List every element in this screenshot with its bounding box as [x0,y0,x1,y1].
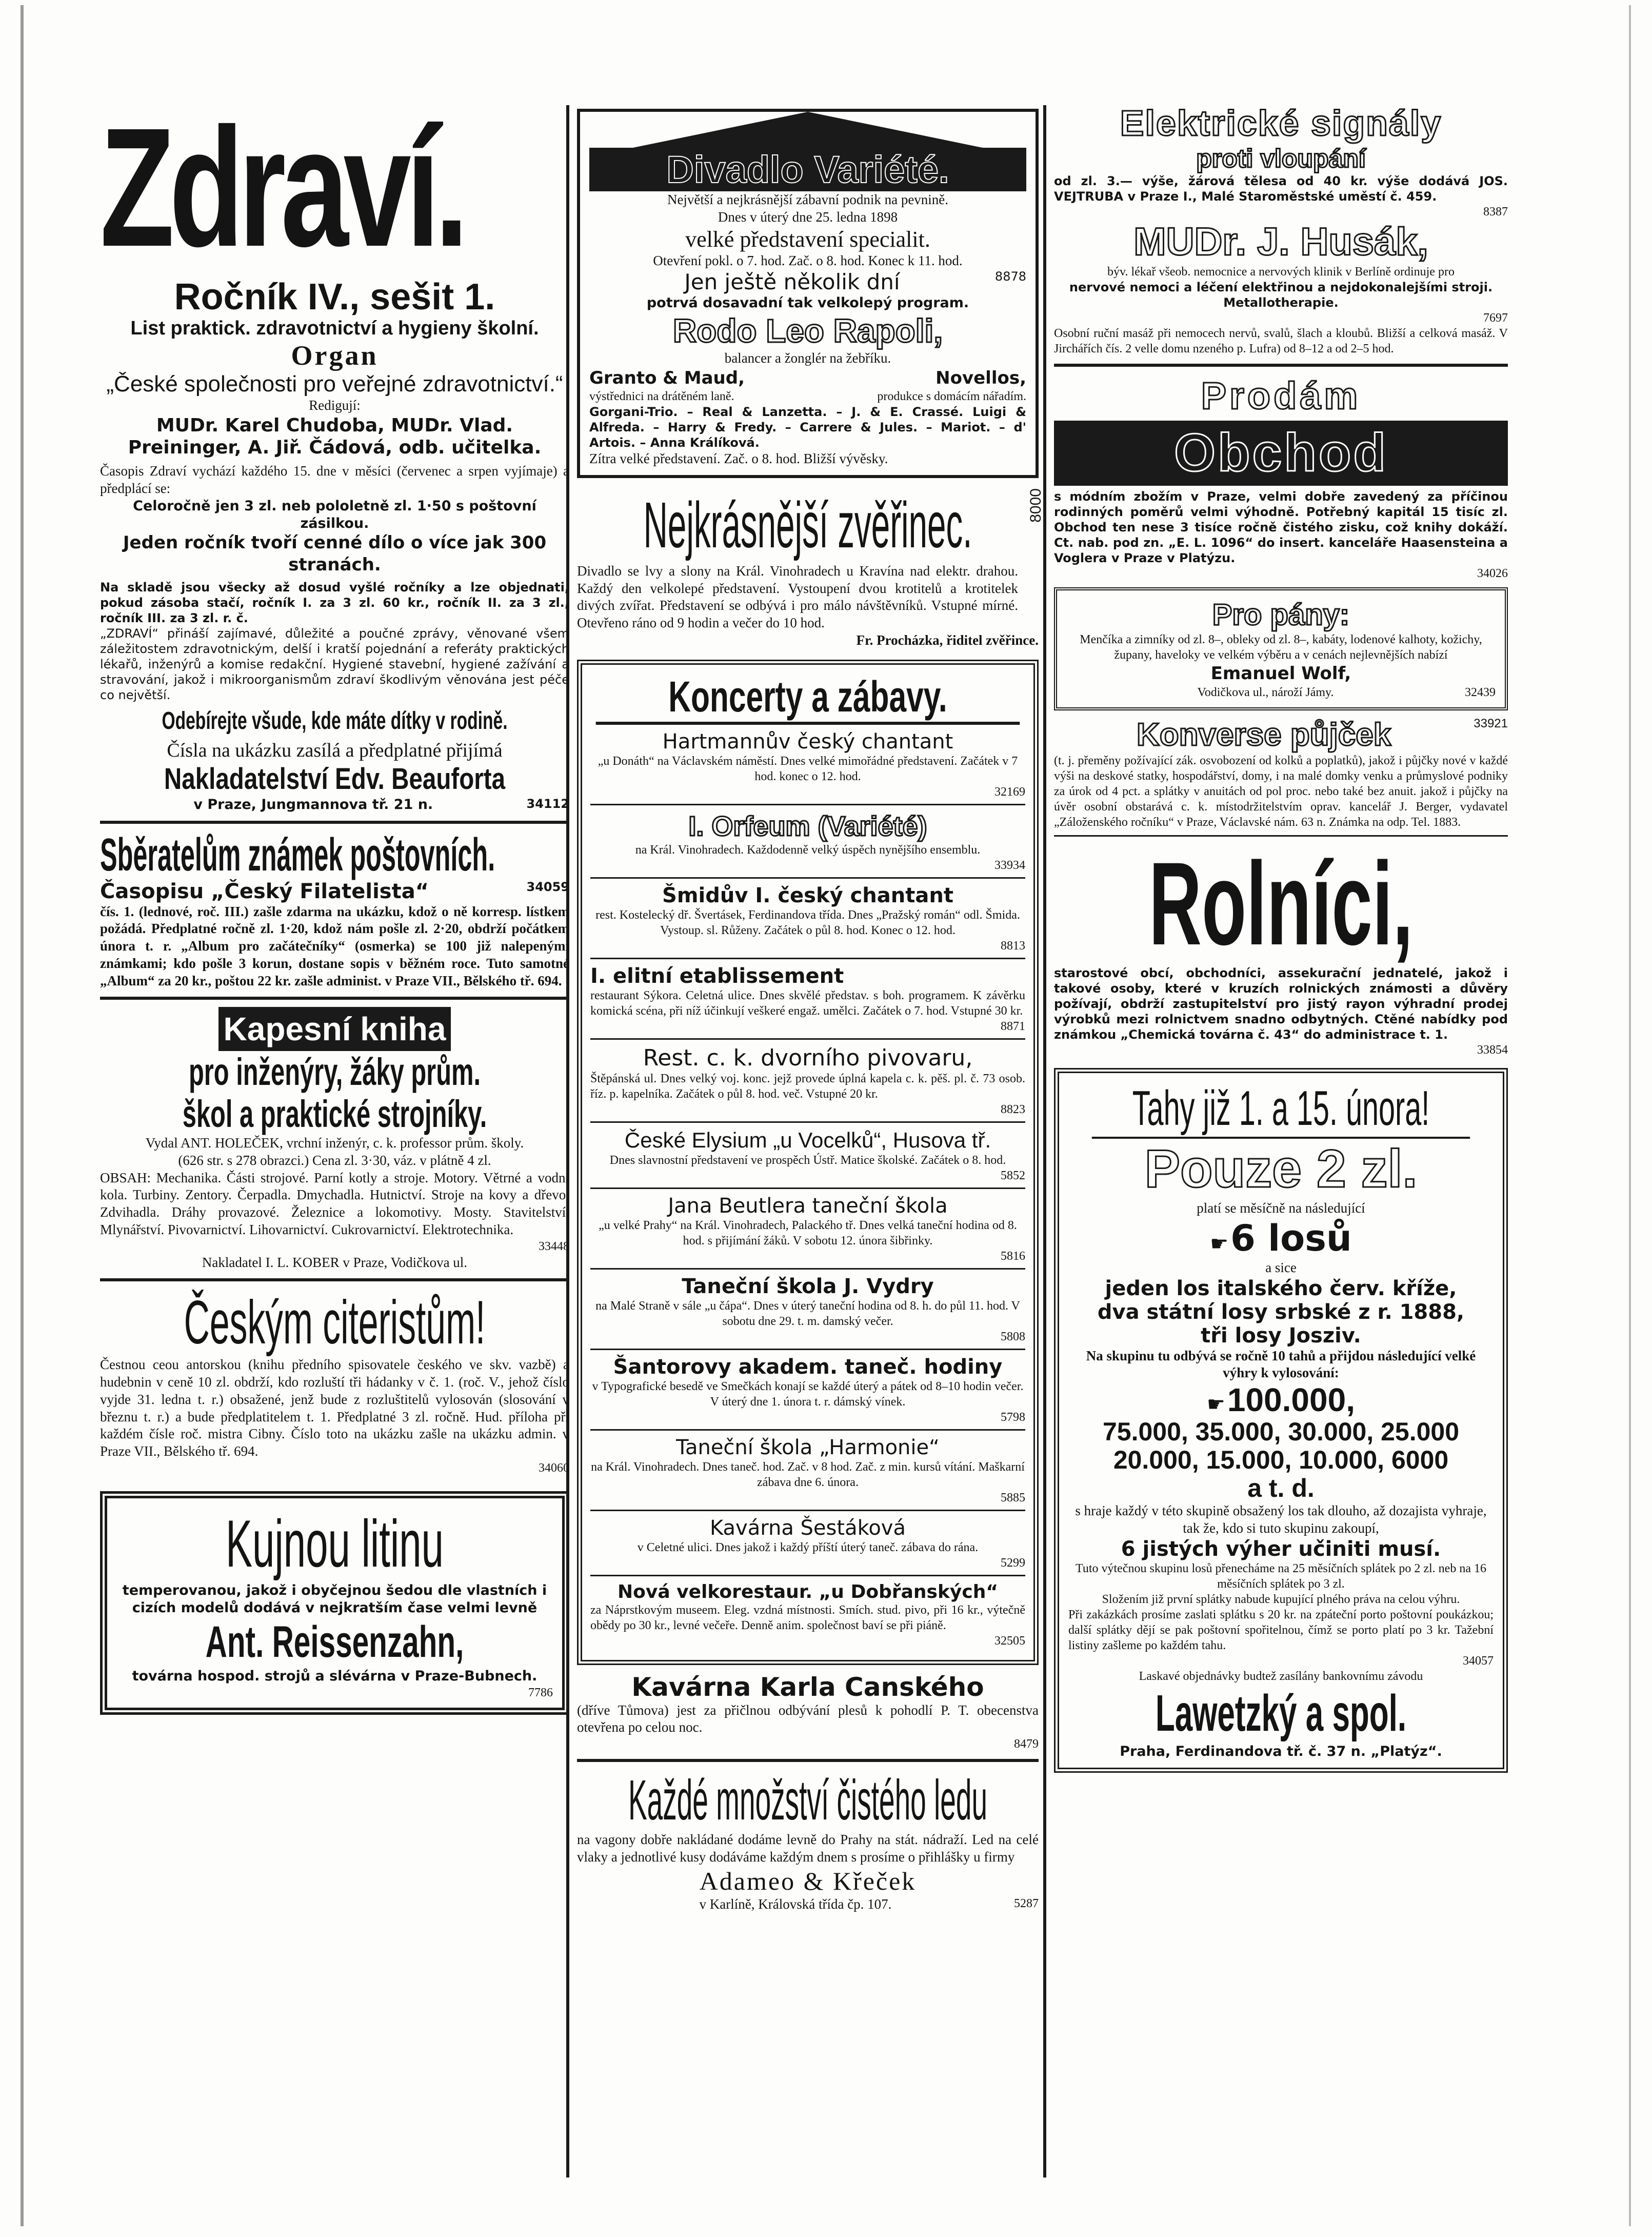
litina-title: Kujnou litinu [226,1506,444,1581]
ad-signaly [1054,103,1508,220]
signaly-text: od zl. 3.— výše, žárová tělesa od 40 kr. výše dodává JOS. VEJTRUBA v Praze I., Malé Staroměstské uměstí č. 459. [1054,174,1508,204]
variete-line5: Jen ještě několik dní [684,269,900,295]
losy-count-row [1068,1217,1494,1259]
zdravi-address-row [100,796,569,814]
losy-prizes2: 20.000, 15.000, 10.000, 6000 [1113,1446,1449,1475]
koncert-text: v Typografické besedě ve Smečkách konají se každé úterý a pátek od 8–10 hodin večer. V úterý dne 1. února t. r. dámský vínek. [592,1379,1024,1409]
koncert-name: Hartmannův český chantant [662,729,953,754]
ad-rolnici [1054,837,1508,1058]
zdravi-editors: MUDr. Karel Chudoba, MUDr. Vlad. Preininger, A. Jiř. Čádová, odb. učitelka. [128,414,542,459]
litina-text: temperovanou, jakož i obyčejnou šedou dle vlastních i cizích modelů dodává v nejkratším čase velmi levně [122,1582,547,1616]
zdravi-each-year: Jeden ročník tvoří cenné dílo o více jak 300 stranách. [123,532,547,575]
variete-code: 8878 [994,269,1026,284]
led-text: na vagony dobře nakládané dodáme levně do Prahy na stát. nádraží. Led na celé vlaky a jednotlivé kusy dodáváme každým dnem s prosíme o přihlášky u firmy [577,1832,1039,1865]
koncerty-title: Koncerty a zábavy. [596,672,1020,725]
led-address-row [577,1896,1039,1913]
losy-line3: jeden los italského červ. kříže, [1105,1276,1457,1300]
pany-company: Emanuel Wolf, [1210,663,1351,684]
rolnici-text: starostové obcí, obchodníci, assekurační jednatelé, jakož i takové osoby, které v kruzích rolnických známosti a důvěry požívají, obdrží zastupitelství pro jistý rayon výhradní prodej výrobků mezi rolnictvem snadno odbytných. Ctěné nabídky pod známkou „Chemická továrna č. 43“ do administrace t. 1. [1054,966,1508,1042]
koncert-item [590,1270,1025,1350]
losy-line1: platí se měsíčně na následující [1197,1200,1365,1216]
losy-main-prize-row [1068,1382,1494,1418]
zdravi-address: v Praze, Jungmannova tř. 21 n. [193,797,433,813]
koncert-code: 8823 [1001,1102,1025,1116]
variete-act1-desc: výstřednici na drátěném laně. [589,390,734,404]
koncert-code: 5885 [1001,1491,1025,1504]
losy-line5: tři losy Josziv. [1201,1323,1361,1348]
koncert-code: 32505 [994,1634,1025,1648]
zdravi-description: „ZDRAVÍ“ přináší zajímavé, důležité a poučné zprávy, věnované všem záležitostem zdravotnickým, delší i kratší pojednání a referáty praktických lékařů, inženýrů a komise redakční. Hygiené stavební, hygiené zažívání a stravování, jakož i mikroorganismům zdraví škodlivým věnována jest péče co největší. [100,626,569,703]
losy-line10: Při zakázkách prosíme zaslati splátku s 20 kr. na zpáteční porto poštovní poukázkou; další splátky dějí se pak poštovní spořitelnou, čímž se porto platí po 3 kr. Tažební listiny zašleme po každém tahu. [1068,1608,1494,1652]
losy-sure: 6 jistých výher učiniti musí. [1121,1537,1441,1561]
citera-title: Českým citeristům! [184,1288,486,1357]
husak-code: 7697 [1483,311,1508,325]
stamps-magazine: Časopisu „Český Filatelista“ [100,879,429,903]
stamps-text: čís. 1. (lednové, roč. III.) zašle zdarma na ukázku, kdož o ně korresp. lístkem požádá. Předplatné ročně zl. 1·20, kdož nám pošle zl. 2·20, obdrží počátkem února t. r. „Album pro začátečníky“ (osmerka) se 100 již nalepenými známkami; kdo pošle 3 korun, dostane sopis v běžném roce. Tuto samotné „Album“ za 20 kr., poštou 22 kr. zašle administ. v Praze VII., Bělského tř. 694. [100,903,569,988]
pointing-hand-icon: ☛ [1210,1232,1229,1255]
kniha-title2: škol a praktické strojníky. [182,1092,487,1135]
kniha-banner: Kapesní kniha [218,1007,451,1051]
kniha-content: OBSAH: Mechanika. Části strojové. Parní kotly a stroje. Motory. Větrné a vodní kola. Turbiny. Zentory. Čerpadla. Dmychadla. Hutnictví. Stroje na kovy a dřevo. Zdvihadla. Dráhy provazové. Železnice a lokomotivy. Mosty. Stavitelství. Mlynářství. Pivovarnictví. Lihovarnictví. Cukrovarnictví. Elektrotechnika. [100,1170,569,1237]
koncert-name: I. elitní etablissement [590,964,844,988]
husak-text: býv. lékař všeob. nemocnice a nervových klinik v Berlíně ordinuje pro [1107,265,1455,279]
zdravi-subtitle: List praktick. zdravotnictví a hygieny školní. [130,318,539,340]
koncert-text: rest. Kostelecký dř. Švertásek, Ferdinandova třída. Dnes „Pražský román“ odl. Šmida. Vystoup. sl. Růženy. Začátek o půl 8. hod. Konec o 12. hod. [595,908,1020,937]
pany-title: Pro pány: [1212,598,1350,631]
citera-code: 34060 [539,1461,569,1475]
column-middle [569,103,1046,1913]
koncert-name: I. Orfeum (Variété) [688,810,927,842]
ad-variete [577,109,1039,478]
husak-spec: nervové nemoci a léčení elektřinou a nejdokonalejšími stroji. Metallotherapie. [1069,280,1493,310]
kniha-code: 33448 [539,1239,569,1253]
koncert-name: Kavárna Šestáková [710,1516,906,1540]
losy-prizes3: a t. d. [1247,1474,1315,1503]
variete-star-desc: balancer a žonglér na žebříku. [724,350,891,366]
variete-line3: velké představení specialit. [685,226,930,252]
pany-address: Vodičkova ul., nároží Jámy. [1197,685,1334,699]
divider [100,821,569,824]
divider [100,1278,569,1281]
losy-head: Tahy již 1. a 15. února! [1092,1080,1470,1139]
losy-line9: Složením již první splátky nabude kupující plného práva na celou výhru. [1102,1592,1460,1606]
led-code: 5287 [1014,1896,1039,1910]
ad-zdravi [100,92,569,814]
koncert-name: Taneční škola „Harmonie“ [676,1435,940,1459]
koncert-code: 5808 [1001,1330,1025,1343]
ad-kavarna [577,1672,1039,1752]
led-title: Každé množství čistého ledu [628,1769,988,1832]
ad-litina [100,1491,569,1715]
zdravi-title: Zdraví. [100,92,464,282]
zdravi-stock: Na skladě jsou všecky až dosud vyšlé ročníky a lze objednati, pokud zásoba stačí, ročník I. za 3 zl. 60 kr., ročník II. za 3 zl., ročník III. za 3 zl. r. č. [100,580,569,626]
ad-losy [1054,1068,1508,1773]
koncert-code: 33934 [994,858,1025,872]
koncert-code: 32169 [994,785,1025,799]
variete-act1: Granto & Maud, [589,367,745,388]
kniha-pages: (626 str. s 278 obrazci.) Cena zl. 3·30, váz. v plátně 4 zl. [178,1152,491,1168]
koncert-text: Dnes slavnostní představení ve prospěch Ústř. Matice školské. Začátek o 8. hod. [609,1153,1006,1167]
koncert-code: 5816 [1001,1249,1025,1263]
koncert-text: za Náprstkovým museem. Eleg. vzdná místnosti. Smích. stud. pivo, při 16 kr., výtečně obědy po 30 kr., levné večeře. Denně anim. společnost baví se při piáně. [590,1603,1025,1632]
kniha-publisher: Nakladatel I. L. KOBER v Praze, Vodičkova ul. [202,1254,468,1270]
stamps-magazine-row [100,880,569,903]
koncert-name: Šantorovy akadem. taneč. hodiny [613,1355,1003,1379]
zdravi-code: 34112 [526,797,569,811]
pany-text: Menčíka a zimníky od zl. 8–, obleky od zl. 8–, kabáty, lodenové kalhoty, kožichy, župany, haveloky ve velkém výběru a v cenách nejlevnějších nabízí [1080,633,1482,662]
signaly-title: Elektrické signály [1120,103,1442,143]
koncert-name: Taneční škola J. Vydry [682,1274,934,1298]
led-company: Adameo & Křeček [699,1866,917,1895]
kniha-title1: pro inženýry, žáky prům. [188,1051,481,1094]
koncert-name: Šmidův I. český chantant [662,883,953,907]
koncert-item [590,1511,1025,1576]
konverse-title: Konverse půjček [1137,717,1391,753]
ad-kniha [100,1007,569,1271]
variete-title: Divadlo Variété. [589,148,1026,191]
zdravi-publisher: Nakladatelství Edv. Beauforta [164,762,506,796]
zdravi-organ: Organ [291,340,379,371]
zverinec-side-code: 8000 [1027,488,1044,523]
koncert-name: České Elysium „u Vocelků“, Husova tř. [624,1127,991,1152]
losy-prizes1: 75.000, 35.000, 30.000, 25.000 [1102,1417,1460,1447]
variete-line4: Otevření pokl. o 7. hod. Zač. o 8. hod. Konec k 11. hod. [653,252,963,268]
zverinec-title: Nejkrásnější zvěřinec. [643,489,972,561]
variete-line2: Dnes v úterý dne 25. ledna 1898 [718,209,898,225]
ad-konverse [1054,717,1508,830]
zdravi-slogan: Odebírejte všude, kde máte dítky v rodině. [162,707,508,735]
zdravi-samples: Čísla na ukázku zasílá a předplatné přijímá [167,740,503,762]
variete-line6: potrvá dosavadní tak velkolepý program. [646,295,969,311]
kavarna-code: 8479 [1014,1737,1039,1751]
variete-act2: Novellos, [936,367,1026,388]
litina-code: 7786 [528,1686,553,1699]
ad-citera [100,1289,569,1476]
prodam-title: Prodám [1201,374,1361,417]
ad-pany [1054,587,1508,710]
zdravi-publishing: Časopis Zdraví vychází každého 15. dne v měsíci (červenec a srpen vyjímaje) a předplácí se: [100,463,569,497]
pany-code: 32439 [1465,685,1496,699]
losy-count: 6 losů [1230,1217,1352,1259]
signaly-subtitle: proti vloupání [1196,144,1366,173]
ad-prodam [1054,374,1508,581]
koncert-code: 5798 [1001,1410,1025,1424]
koncert-text: na Malé Straně v sále „u čápa“. Dnes v úterý taneční hodina od 8. h. do půl 11. hod. V sobotu dne 29. t. m. damský večer. [595,1299,1020,1328]
koncert-item [590,1350,1025,1431]
variete-acts: Gorgani-Trio. – Real & Lanzetta. – J. & E. Crassé. Luigi & Alfreda. – Harry & Fredy. – Carrere & Jules. – Mariot. – d' Artois. – Anna Králíková. [589,405,1026,450]
zverinec-signature: Fr. Procházka, řiditel zvěřince. [856,632,1039,648]
zdravi-society: „České společnosti pro veřejné zdravotnictví.“ [106,371,563,397]
koncert-item [590,1189,1025,1270]
koncert-item [590,1431,1025,1511]
kavarna-title: Kavárna Karla Canského [631,1672,984,1702]
koncert-text: v Celetné ulici. Dnes jakož i každý příští úterý taneč. zábava do rána. [637,1540,979,1554]
losy-company: Lawetzký a spol. [1155,1684,1407,1742]
variete-act2-desc: produkce s domácím nářadím. [877,390,1026,404]
koncert-item [590,1040,1025,1123]
variete-acts-row [589,367,1026,405]
losy-address: Praha, Ferdinandova tř. č. 37 n. „Platýz“. [1120,1743,1442,1759]
koncert-name: Rest. c. k. dvorního pivovaru, [643,1044,973,1071]
variete-line1: Největší a nejkrásnější zábavní podnik na pevnině. [667,192,949,207]
koncert-text: Štěpánská ul. Dnes velký voj. konc. jejž provede úplná kapela c. k. pěš. pl. č. 73 osob. říz. p. kapelníka. Začátek o půl 8. hod. več. Vstupné 20 kr. [590,1072,1025,1101]
losy-line8: Tuto výtečnou skupinu losů přenecháme na 25 měsíčních splátek po 2 zl. neb na 16 měsíčních splátek po 3 zl. [1076,1561,1486,1591]
citera-text: Čestnou ceou antorskou (knihu předního spisovatele českého ve skv. vazbě) a hudebnin v ceně 10 zl. obdrží, kdo rozluští tři hádanky v č. 1. (roč. V., jehož číslo vyjde 31. ledna t. r.) obsažené, jenž bude z rozluštitelů vylosován (slosování v březnu t. r.) a bude předplatitelem t. 1. Předplatné 3 zl. ročně. Hud. příloha při každém čísle roč. mistra Cibny. Číslo toto na ukázku zašle na ukázku admin. v Praze VII., Bělského tř. 694. [100,1357,569,1459]
prodam-text: s módním zbožím v Praze, velmi dobře zavedený za příčinou rodinných poměrů velmi výhodně. Potřebný kapitál 15 tisíc zl. Obchod ten nese 3 tisíce ročně čistého zisku, což knihy dokáží. Ct. nab. pod zn. „E. L. 1096“ do insert. kanceláře Haasensteina a Voglera v Praze v Platýzu. [1054,489,1508,565]
led-address: v Karlíně, Královská třída čp. 107. [699,1896,892,1912]
signaly-code: 8387 [1483,205,1508,219]
husak-title: MUDr. J. Husák, [1133,220,1428,264]
ad-stamps [100,831,569,989]
koncert-item [590,725,1025,805]
kniha-author: Vydal ANT. HOLEČEK, vrchní inženýr, c. k. professor prům. školy. [145,1135,524,1151]
zdravi-price: Celoročně jen 3 zl. neb pololetně zl. 1·50 s poštovní zásilkou. [133,498,536,531]
zdravi-issue: Ročník IV., sešit 1. [174,276,495,318]
ad-led [577,1769,1039,1913]
prodam-banner: Obchod [1174,423,1388,483]
zverinec-text: Divadlo se lvy a slony na Král. Vinohradech u Kravína nad elektr. drahou. Každý den velkolepé představení. Vystoupení dvou krotitelů a krotitelek divých zvířat. Představení se odbývá i pro málo návštěvníků. Vstupné mírné. Otevřeno ráno od 9 hodin a večer do 10 hod. [577,563,1018,631]
prodam-code: 34026 [1477,567,1508,580]
losy-line4: dva státní losy srbské z r. 1888, [1097,1300,1465,1324]
husak-extra: Osobní ruční masáž při nemocech nervů, svalů, šlach a kloubů. Bližší a celková masáž. V Jirchářích čís. 2 velle domu nzeného p. Lufra) od 8–12 a od 2–5 hod. [1054,327,1508,355]
ornament-header [600,112,1016,148]
koncert-text: „u Donáth“ na Václavském náměstí. Dnes velké mimořádné představení. Začátek v 7 hod. konec o 12. hod. [598,754,1018,783]
divider [100,997,569,1000]
rolnici-title: Rolníci, [1149,837,1413,969]
column-left [100,92,569,1721]
ad-husak [1054,220,1508,357]
koncert-code: 5299 [1001,1556,1025,1570]
losy-line6: Na skupinu tu odbývá se ročně 10 tahů a přijdou následující velké výhry k vylosování: [1086,1348,1476,1381]
koncert-item [590,1123,1025,1189]
konverse-text: (t. j. přeměny požívající zák. osvobození od kolků a poplatků), jakož i půjčky nové v každé výši na deskové statky, hospodářství, domy, i na malé domky venku a průmyslové podniky za úrok od 4 pct. a splátky v anuitách od pol proc. nebo také bez anuit. jakož i půjčky na úvěr osobní obstarává c. k. místodržitelstvím oprav. kancelář J. Berger, vydavatel „Záloženského ročníku“ v Praze, Václavské nám. 63 n. Známka na odp. Tel. 1883. [1054,754,1508,829]
stamps-code: 34059 [526,879,569,894]
koncert-item [590,805,1025,879]
ad-zverinec [577,488,1044,649]
koncert-item [590,879,1025,959]
zdravi-editors-label: Redigují: [309,398,361,413]
rolnici-code: 33854 [1477,1043,1508,1057]
losy-line2: a sice [1265,1259,1297,1275]
losy-line11: Laskavé objednávky budtež zasílány bankovnímu závodu [1139,1669,1423,1683]
divider [1054,835,1508,837]
koncert-text: „u velké Prahy“ na Král. Vinohradech, Palackého tř. Dnes velká taneční hodina od 8. hod. s přijímání žáků. V sobotu 12. února šibřinky. [599,1218,1017,1248]
konverse-code: 33921 [1474,716,1508,730]
koncert-name: Nová velkorestaur. „u Dobřanských“ [618,1581,998,1602]
losy-line7: s hraje každý v této skupině obsažený los tak dlouho, až dozajista vyhraje, tak že, kdo si tuto skupinu zakoupí, [1075,1503,1487,1536]
losy-big: Pouze 2 zl. [1144,1139,1418,1199]
litina-address: továrna hospod. strojů a slévárna v Praze-Bubnech. [132,1668,538,1684]
koncert-code: 8871 [1001,1019,1025,1033]
litina-company: Ant. Reissenzahn, [205,1617,464,1667]
koncert-code: 5852 [1001,1169,1025,1182]
ad-koncerty [577,660,1039,1665]
koncert-code: 8813 [1001,939,1025,953]
koncert-text: na Král. Vinohradech. Dnes taneč. hod. Zač. v 8 hod. Zač. z min. kursů vítání. Maškarní zábava dne 6. února. [591,1460,1025,1489]
pointing-hand-icon: ☛ [1207,1393,1225,1416]
koncert-text: restaurant Sýkora. Celetná ulice. Dnes skvělé představ. s boh. programem. K závěrku komická scéna, při níž účinkují veškeré engaž. umělci. Začátek o 7. hod. Vstupné 30 kr. [590,988,1025,1018]
konverse-title-row [1054,717,1508,753]
variete-footer: Zítra velké představení. Zač. o 8. hod. Bližší vývěsky. [589,451,888,467]
kavarna-text: (dříve Tůmova) jest za přičlnou odbývání plesů k pohodlí P. T. obecenstva otevřena po celou noc. [577,1702,1039,1735]
koncert-item [590,959,1025,1040]
koncert-item [590,1576,1025,1653]
variete-star: Rodo Leo Rapoli, [672,312,943,349]
losy-code: 34057 [1463,1654,1494,1668]
variete-line5-row [589,269,1026,294]
divider [1054,364,1508,367]
losy-main-prize: 100.000, [1227,1381,1355,1418]
divider [577,1759,1039,1762]
stamps-title: Sběratelům známek poštovních. [100,829,495,881]
column-right [1046,103,1508,1773]
koncert-text: na Král. Vinohradech. Každodenně velký úspěch nynějšího ensemblu. [635,843,981,857]
koncert-name: Jana Beutlera taneční škola [668,1194,948,1218]
pany-address-row [1066,685,1496,700]
